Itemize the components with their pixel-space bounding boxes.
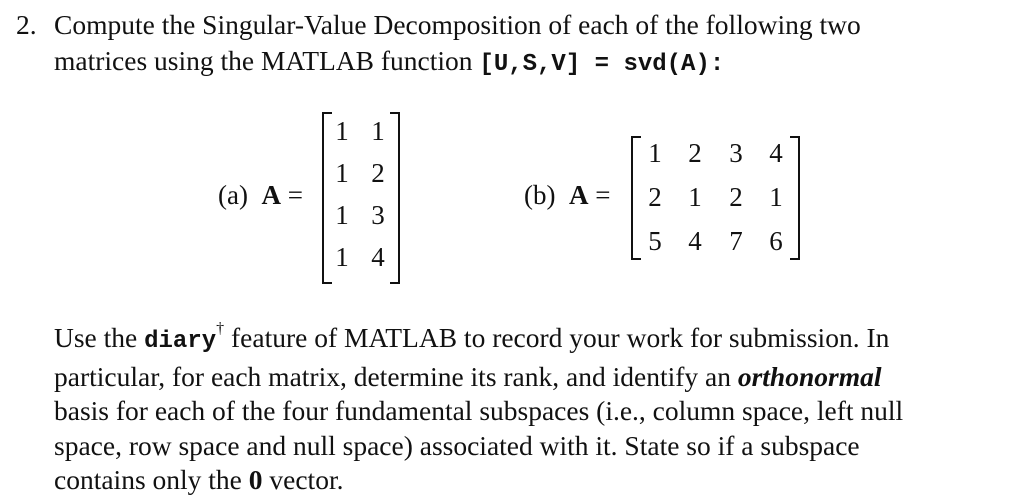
matrix-b-cell: 6	[769, 226, 783, 256]
paragraph-line-4: space, row space and null space) associated with it. State so if a subspace	[54, 429, 860, 461]
matrix-b-cell: 2	[648, 182, 662, 212]
paragraph-line-1	[54, 312, 1004, 360]
matrix-a-cell: 3	[371, 200, 385, 230]
matlab-diary-code: diary	[144, 328, 217, 355]
paragraph-line-3: basis for each of the four fundamental subspaces (i.e., column space, left null	[54, 395, 904, 426]
matrix-b-cell: 7	[729, 226, 743, 256]
matrix-b-variable: A	[568, 180, 589, 210]
matrix-a-cell: 1	[335, 242, 349, 272]
matrix-b	[631, 136, 800, 260]
paragraph-line-5	[54, 463, 1004, 498]
matrix-b-cell: 2	[729, 182, 743, 212]
matrix-a-cell: 4	[371, 242, 385, 272]
matrix-a-label	[218, 180, 303, 211]
matrix-b-cell: 1	[769, 182, 783, 212]
paragraph-line-2	[54, 360, 1004, 395]
zero-vector-bold: 0	[248, 464, 263, 495]
matrix-a	[322, 112, 400, 284]
paragraph-text: vector.	[262, 464, 344, 495]
dagger-footnote-mark: †	[216, 320, 225, 337]
matlab-svd-code: [U,S,V] = svd(A):	[479, 51, 725, 78]
matrix-a-cell: 1	[371, 116, 385, 146]
paragraph-text: Use the	[54, 322, 145, 353]
question-number: 2.	[16, 9, 37, 40]
instructions-paragraph	[54, 312, 1004, 498]
matrix-b-cell: 3	[729, 138, 743, 168]
matrix-a-cell: 1	[335, 158, 349, 188]
matrix-b-cell: 4	[769, 138, 783, 168]
question-line-2-text: matrices using the MATLAB function	[54, 45, 473, 76]
matrix-a-cell: 1	[335, 116, 349, 146]
matrix-b-cell: 5	[648, 226, 662, 256]
matrix-a-prefix: (a)	[218, 180, 248, 210]
matrix-b-cell: 1	[688, 182, 702, 212]
matrix-a-equals: =	[287, 180, 303, 210]
matrix-b-cell: 4	[688, 226, 702, 256]
matrix-b-prefix: (b)	[524, 180, 556, 210]
paragraph-text: feature of MATLAB to record your work for submission. In	[224, 322, 890, 353]
matrix-b-cell: 2	[688, 138, 702, 168]
matrix-b-label	[524, 180, 610, 211]
matrix-a-cell: 1	[335, 200, 349, 230]
question-text-line-2	[54, 44, 724, 82]
paragraph-text: particular, for each matrix, determine its rank, and identify an	[54, 360, 738, 392]
matrix-a-variable: A	[261, 180, 281, 210]
matrix-b-cell: 1	[648, 138, 662, 168]
question-text-line-1: Compute the Singular-Value Decomposition of each of the following two	[54, 9, 861, 40]
orthonormal-emphasis: orthonormal	[737, 360, 882, 392]
matrix-b-equals: =	[595, 180, 611, 210]
matrix-a-cell: 2	[371, 158, 385, 188]
paragraph-text: contains only the	[54, 464, 249, 495]
